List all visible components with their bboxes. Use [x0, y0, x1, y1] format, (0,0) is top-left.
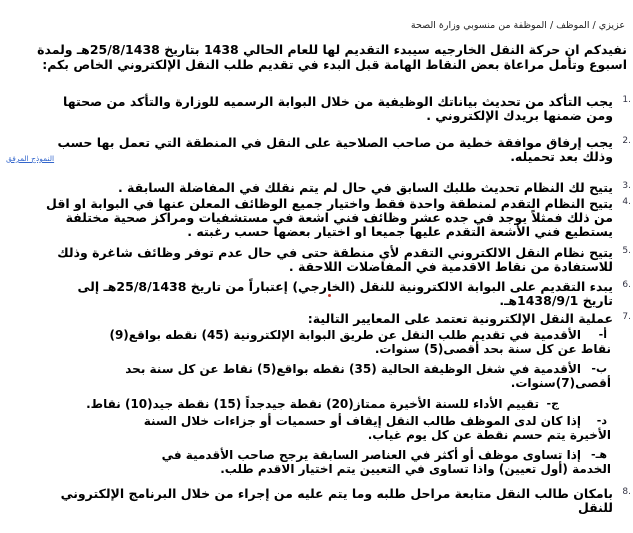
- intro-line: نفيدكم ان حركة النقل الخارجيه سيبدء التقديم لها للعام الحالي 1438 بتاريخ 25/8/1438هـ ولمدة: [37, 42, 627, 57]
- criteria-line: الأخيرة يتم حسم نقطة عن كل يوم غياب.: [367, 428, 611, 442]
- item-line: للنقل: [577, 500, 613, 515]
- criteria-letter: هـ-: [591, 448, 607, 461]
- item-line: من ذلك فمثلاً يوجد في جده عشر وظائف فني اشعة في مستشفيات ومراكز صحية مختلفة: [65, 210, 613, 225]
- criteria-item: [21, 414, 611, 442]
- item-number: 4.: [622, 197, 631, 207]
- criteria-line: أقصى(7)سنوات.: [510, 376, 611, 390]
- list-item: [23, 245, 631, 274]
- item-line: يتيح النظام التقدم لمنطقة واحدة فقط واختيار جميع الوظائف المعلن عنها في البوابة او اقل: [46, 196, 613, 211]
- item-line: وذلك بعد تحميله.: [510, 149, 613, 164]
- item-line: يستطيع فني الأشعة التقدم عليها جميعا او اختيار بعضها حسب رغبته .: [187, 224, 613, 239]
- list-item: [23, 180, 631, 195]
- criteria-item: [21, 328, 611, 356]
- criteria-line: الأقدمية في شغل الوظيفة الحالية (35) نقطه بواقع(5) نقاط عن كل سنة بحد: [125, 362, 581, 376]
- item-line: يتيح نظام النقل الالكتروني التقدم لأي منطقة حتى في حال عدم توفر وظائف شاغرة وذلك: [57, 245, 613, 260]
- item-number: 5.: [622, 246, 631, 256]
- item-number: 1.: [622, 95, 631, 105]
- attachment-form-link[interactable]: النموذج المرفق: [6, 154, 55, 163]
- list-item: [23, 135, 631, 164]
- item-number: 7.: [622, 312, 631, 322]
- criteria-line: إذا تساوى موظف أو أكثر في العناصر السابقة يرجح صاحب الأقدمية في: [161, 448, 581, 462]
- list-item: [23, 279, 631, 308]
- item-line: يجب إرفاق موافقة خطية من صاحب الصلاحية على النقل في المنطقة التي تعمل بها حسب: [57, 135, 613, 150]
- item-line: عملية النقل الإلكترونية تعتمد على المعايير التالية:: [307, 311, 613, 326]
- item-line: يبدء التقديم على البوابة الالكترونية للنقل (الخارجي) إعتباراً من تاريخ 25/8/1438هـ إلى: [77, 279, 613, 294]
- list-item: [23, 311, 631, 326]
- greeting-line: عزيزي / الموظف / الموظفة من منسوبي وزارة الصحة: [410, 20, 625, 31]
- criteria-item: [21, 362, 611, 390]
- list-item: [23, 94, 631, 123]
- criteria-line: إذا كان لدى الموظف طالب النقل إيقاف أو حسميات أو جزاءات خلال السنة: [143, 414, 581, 428]
- item-number: 6.: [622, 280, 631, 290]
- item-number: 2.: [622, 136, 631, 146]
- item-line: بامكان طالب النقل متابعة مراحل طلبه وما يتم عليه من إجراء من خلال البرنامج الإلكتروني: [60, 486, 613, 501]
- item-line: ومن ضمنها بريدك الإلكتروني .: [426, 108, 613, 123]
- item-line: يجب التأكد من تحديث بياناتك الوظيفية من خلال البوابة الرسميه للوزارة والتأكد من صحتها: [63, 94, 613, 109]
- item-number: 8.: [622, 487, 631, 497]
- intro-line: اسبوع وتأمل مراعاة بعض النقاط الهامة قبل البدء في تقديم طلب النقل الإلكتروني الخاص بكم:: [42, 57, 627, 72]
- criteria-item: [21, 448, 611, 476]
- item-line: يتيح لك النظام تحديث طلبك السابق في حال لم يتم نقلك في المفاضلة السابقة .: [117, 180, 613, 195]
- criteria-line: الأقدمية في تقديم طلب النقل عن طريق البوابة الإلكترونية (45) نقطه بواقع(9): [109, 328, 581, 342]
- list-item: [23, 486, 631, 515]
- criteria-letter: د-: [596, 414, 607, 427]
- intro-paragraph: [7, 42, 627, 72]
- list-item: [23, 196, 631, 239]
- criteria-letter: ج-: [546, 397, 559, 410]
- item-line: للاستفادة من نقاط الاقدمية في المفاضلات اللاحقة .: [288, 259, 613, 274]
- criteria-line: نقاط عن كل سنة بحد أقصى(5) سنوات.: [374, 342, 611, 356]
- criteria-line: تقييم الأداء للسنة الأخيرة ممتاز(20) نقطة جيدجداً (15) نقطة جيد(10) نقاط.: [86, 397, 539, 411]
- criteria-item: [21, 397, 611, 411]
- criteria-letter: أ-: [598, 328, 607, 341]
- item-number: 3.: [622, 181, 631, 191]
- item-line: تاريخ 1438/9/1هـ.: [499, 293, 613, 308]
- criteria-line: الخدمة (أول تعيين) واذا تساوى في التعيين يتم اختيار الاقدم طلب.: [220, 462, 611, 476]
- criteria-letter: ب-: [591, 362, 607, 375]
